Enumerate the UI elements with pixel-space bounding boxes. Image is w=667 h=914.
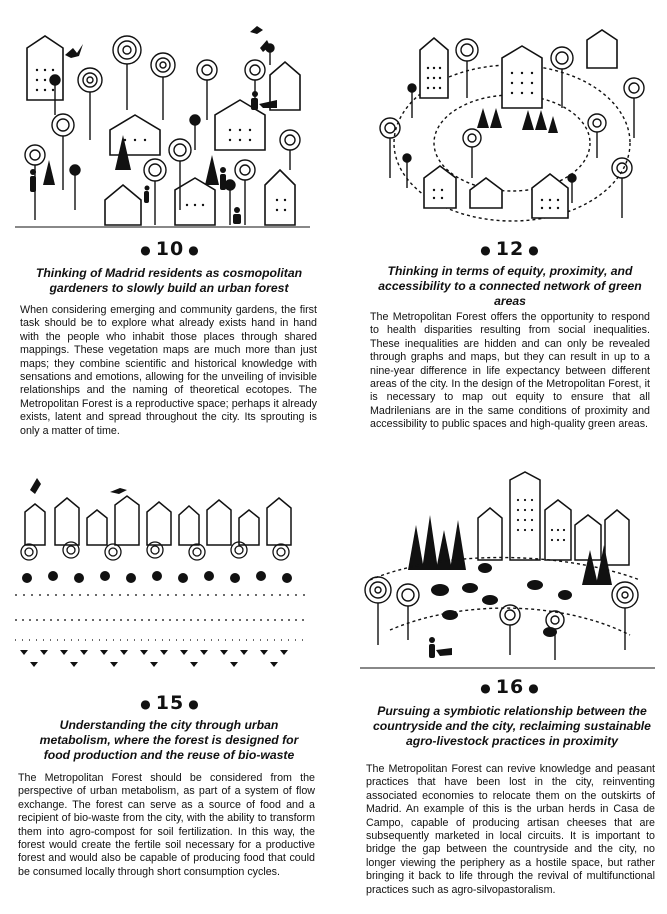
bullet-dot: ●	[140, 242, 152, 257]
bullet-dot: ●	[528, 242, 540, 257]
illustration-cosmopolitan-gardeners	[15, 20, 310, 230]
section-title: Thinking of Madrid residents as cosmopolitan gardeners to slowly build an urban forest	[35, 266, 303, 295]
illustration-urban-metabolism	[15, 470, 310, 675]
section-body: The Metropolitan Forest offers the opportunity to respond to health disparities resulting from social inequalities. These inequalities are hidden and can only be revealed through graphs and maps, but they can result in up to a nine-year difference in life expectancy between different areas of the city. In the design of the Metropolitan Forest, it is necessary to map out equity to ensure that all Madrilenians are in the same conditions of proximity and accessibility to public spaces and high-quality green areas.	[370, 311, 650, 431]
section-number	[100, 238, 240, 260]
bullet-dot: ●	[188, 242, 200, 257]
bullet-dot: ●	[140, 696, 152, 711]
illustration-connected-green-network	[372, 28, 654, 223]
section-title: Pursuing a symbiotic relationship between the countryside and the city, reclaiming sustainable agro-livestock practices in proximity	[373, 704, 651, 748]
illustration-countryside-city	[360, 470, 655, 670]
bullet-dot: ●	[188, 696, 200, 711]
bullet-dot: ●	[480, 680, 492, 695]
section-body: The Metropolitan Forest should be considered from the perspective of urban metabolism, as part of a system of flow exchange. The forest can serve as a source of food and a recipient of bio-waste from the city, with the ability to transform them into agro-compost for soil fertilization. In this way, the forest would create the fertile soil necessary for a productive forest and would also be capable of producing food that could be consumed locally through short consumption cycles.	[18, 772, 315, 878]
bullet-dot: ●	[528, 680, 540, 695]
bullet-dot: ●	[480, 242, 492, 257]
section-number-text: 16	[495, 676, 525, 698]
section-body: The Metropolitan Forest can revive knowledge and peasant practices that have been lost in the city, reinventing associated economies to relocate them on the outskirts of Madrid. An example of this is the urban herds in Casa de Campo, capable of producing artisan cheeses that are subsequently marketed in local circuits. It is important to bridge the gap between the countryside and the city, no longer viewing the periphery as a hostile space, but rather bringing it back to life through the revival of multifunctional practices such as agro-silvopastoralism.	[366, 763, 655, 896]
section-number	[440, 676, 580, 698]
section-number-text: 12	[495, 238, 525, 260]
section-title: Understanding the city through urban metabolism, where the forest is designed for food production and the reuse of bio-waste	[39, 718, 299, 762]
section-body: When considering emerging and community gardens, the first task should be to explore what already exists hand in hand with the people who inhabit those places through shared mappings. These vegetation maps are much more than just maps; they combine scientific and historical knowledge with sensations and emotions, allowing for the unveiling of invisible relationships and the naming of theoretical ecotopes. The Metropolitan Forest is a reproductive space; perhaps it already exists, latent and spread throughout the city. Its sprouting is only a matter of time.	[20, 304, 317, 437]
section-number-text: 15	[155, 692, 185, 714]
section-title: Thinking in terms of equity, proximity, and accessibility to a connected network of green areas	[378, 264, 642, 308]
section-number-text: 10	[155, 238, 185, 260]
section-number	[100, 692, 240, 714]
section-number	[440, 238, 580, 260]
